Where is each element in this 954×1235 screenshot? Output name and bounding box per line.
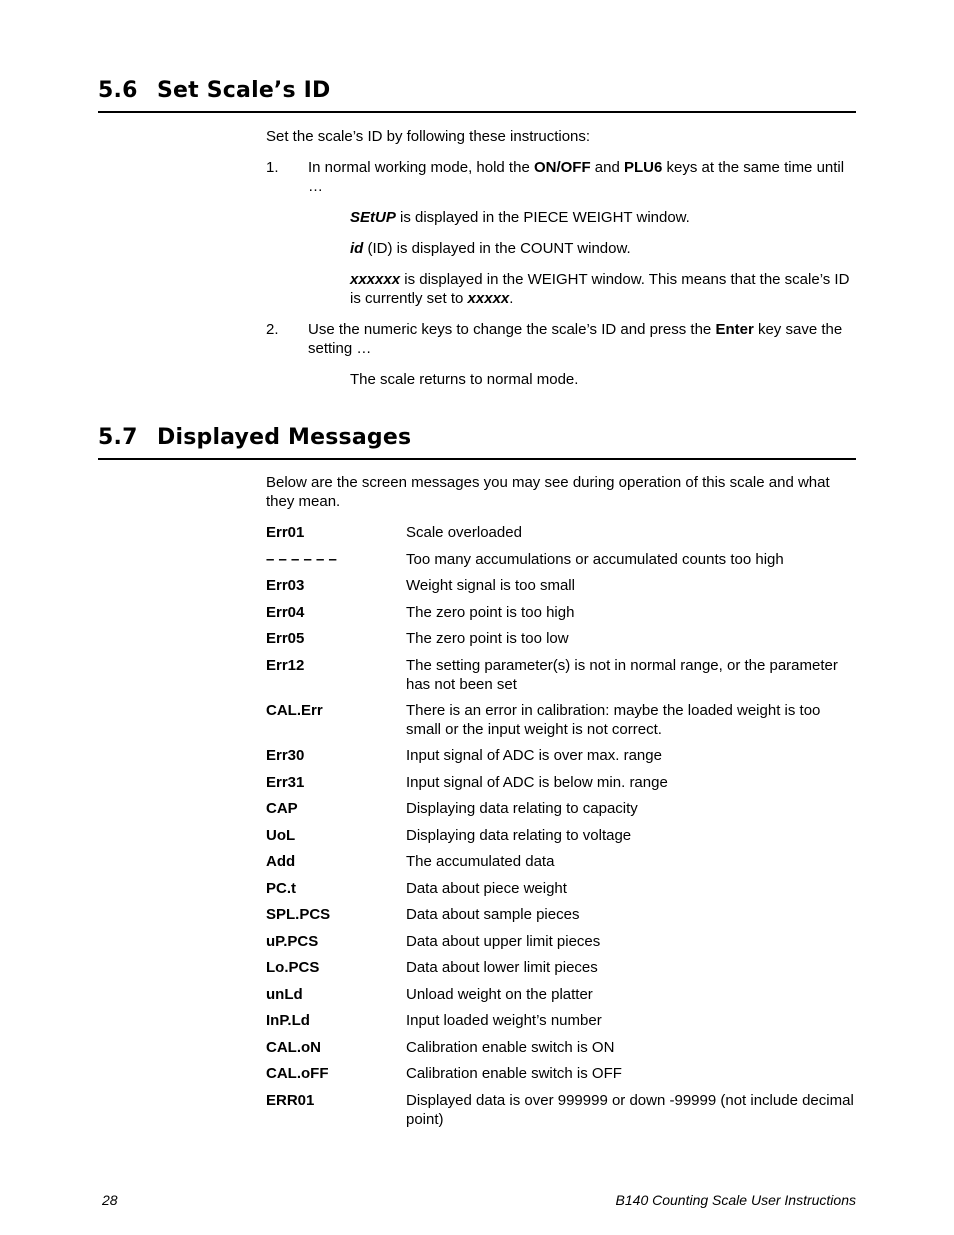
document-title: B140 Counting Scale User Instructions	[615, 1192, 856, 1208]
section-intro: Below are the screen messages you may see during operation of this scale and what they mean.	[266, 474, 830, 510]
message-code: CAP	[266, 800, 298, 817]
setup-term: SEtUP	[350, 209, 396, 226]
message-description: Input signal of ADC is over max. range	[406, 747, 662, 764]
message-description: Data about lower limit pieces	[406, 959, 598, 976]
message-code: Err04	[266, 604, 305, 621]
message-code: Err30	[266, 747, 305, 764]
current-id-term: xxxxx	[467, 290, 510, 307]
section-title: Displayed Messages	[157, 425, 412, 450]
message-description: Data about piece weight	[406, 880, 567, 897]
id-term: id	[350, 240, 364, 257]
message-description: Calibration enable switch is OFF	[406, 1065, 622, 1082]
message-description: The zero point is too low	[406, 630, 569, 647]
plu6-key-label: PLU6	[624, 159, 663, 176]
message-description: Data about sample pieces	[406, 906, 580, 923]
section-number: 5.7	[98, 425, 138, 450]
message-code: Err05	[266, 630, 305, 647]
message-description: The setting parameter(s) is not in normal range, or the parameter has not been set	[406, 657, 838, 693]
message-description: Calibration enable switch is ON	[406, 1039, 615, 1056]
message-code: InP.Ld	[266, 1012, 310, 1029]
message-code: SPL.PCS	[266, 906, 331, 923]
section-intro: Set the scale’s ID by following these instructions:	[266, 128, 591, 145]
section-number: 5.6	[98, 78, 138, 103]
step-2-text: Use the numeric keys to change the scale’s ID and press the Enter key save the setting …	[308, 321, 843, 357]
message-code: Lo.PCS	[266, 959, 320, 976]
page-number: 28	[102, 1192, 118, 1208]
message-description: Input signal of ADC is below min. range	[406, 774, 668, 791]
message-description: Unload weight on the platter	[406, 986, 593, 1003]
message-code: Err03	[266, 577, 305, 594]
message-code: – – – – – –	[266, 551, 337, 568]
message-description: Too many accumulations or accumulated counts too high	[406, 551, 784, 568]
message-code: CAL.oN	[266, 1039, 321, 1056]
section-5-7-heading	[98, 425, 856, 460]
message-description: Displaying data relating to voltage	[406, 827, 632, 844]
message-description: Data about upper limit pieces	[406, 933, 601, 950]
message-code: unLd	[266, 986, 303, 1003]
message-description: There is an error in calibration: maybe the loaded weight is too small or the input weight is not correct.	[406, 702, 821, 738]
message-code: Err12	[266, 657, 305, 674]
message-description: Displayed data is over 999999 or down -99999 (not include decimal point)	[406, 1092, 854, 1128]
message-description: Weight signal is too small	[406, 577, 575, 594]
onoff-key-label: ON/OFF	[533, 159, 591, 176]
message-description: The accumulated data	[406, 853, 555, 870]
message-description: Scale overloaded	[406, 524, 522, 541]
message-code: CAL.Err	[266, 702, 323, 719]
message-code: ERR01	[266, 1092, 315, 1109]
message-description: The zero point is too high	[406, 604, 575, 621]
enter-key-label: Enter	[715, 321, 754, 338]
message-code: uP.PCS	[266, 933, 319, 950]
step-2-result: The scale returns to normal mode.	[350, 371, 579, 388]
message-code: Err31	[266, 774, 305, 791]
message-description: Input loaded weight’s number	[406, 1012, 602, 1029]
step-1-text: In normal working mode, hold the ON/OFF and PLU6 keys at the same time until …	[308, 159, 845, 195]
weight-display-line: xxxxxx is displayed in the WEIGHT window. This means that the scale’s ID is currently set to xxxxx.	[350, 271, 850, 307]
message-code: CAL.oFF	[266, 1065, 329, 1082]
setup-display-line: SEtUP is displayed in the PIECE WEIGHT window.	[350, 209, 690, 226]
section-5-6-heading	[98, 78, 856, 113]
message-code: Add	[266, 853, 296, 870]
weight-term: xxxxxx	[350, 271, 401, 288]
step-number: 1.	[266, 159, 279, 176]
message-description: Displaying data relating to capacity	[406, 800, 638, 817]
message-code: Err01	[266, 524, 305, 541]
section-title: Set Scale’s ID	[157, 78, 331, 103]
message-code: UoL	[266, 827, 296, 844]
id-display-line: id (ID) is displayed in the COUNT window.	[350, 240, 631, 257]
step-number: 2.	[266, 321, 279, 338]
message-code: PC.t	[266, 880, 296, 897]
